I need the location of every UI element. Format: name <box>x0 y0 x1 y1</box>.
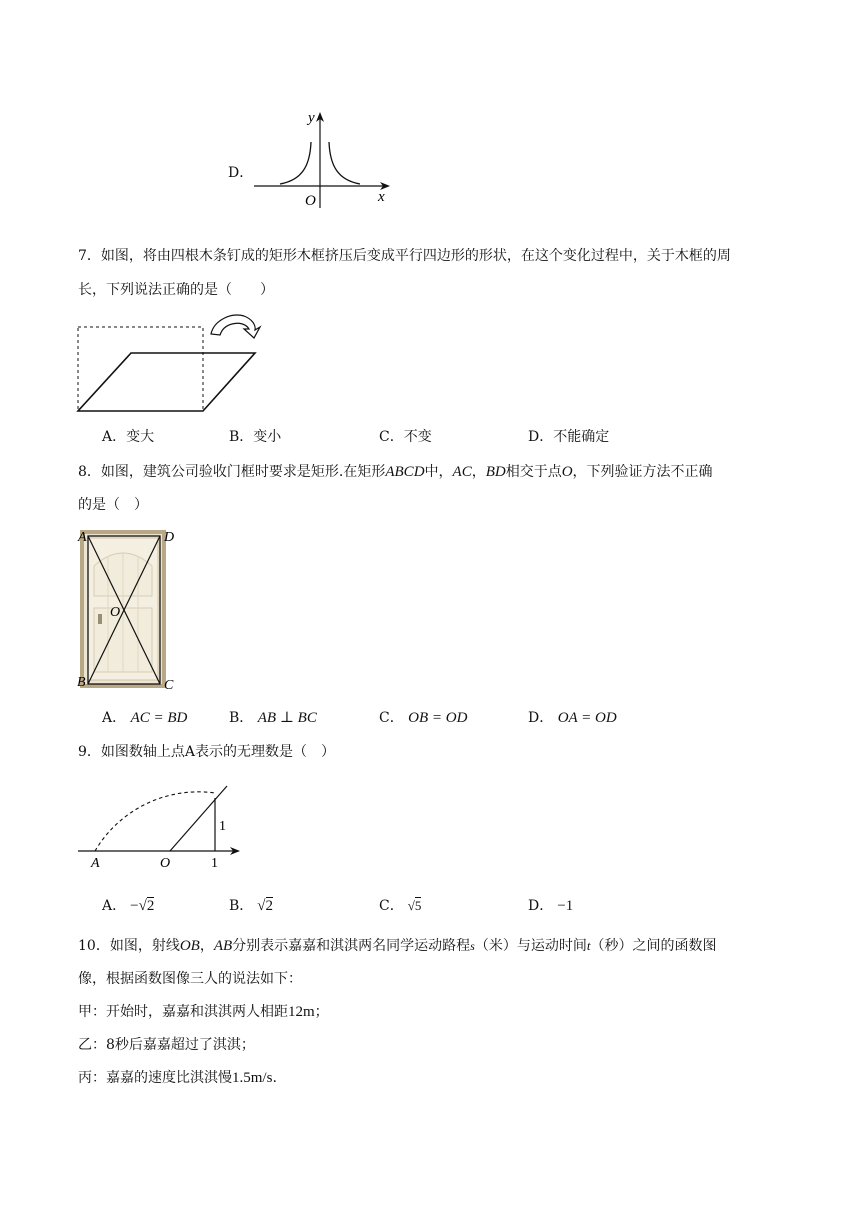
q7-stem-line1: 7．如图，将由四根木条钉成的矩形木框挤压后变成平行四边形的形状，在这个变化过程中，关于木框的周 <box>78 248 731 264</box>
q6-option-d-graph <box>250 104 400 210</box>
q8-stem-text-4: 相交于点 <box>505 464 562 480</box>
q8-option-d-math: OA = OD <box>557 710 617 726</box>
q8-figure-label-a: A <box>78 530 87 545</box>
q9-option-a-label: A． <box>102 898 127 914</box>
q10-jia-end: ； <box>314 1004 329 1020</box>
q10-stem-line2: 像，根据函数图像三人的说法如下： <box>78 971 302 987</box>
radical-icon: √ <box>407 898 415 913</box>
q10-stem-text-4: （米）与运动时间 <box>474 938 587 954</box>
q9-option-a-sign: − <box>130 898 139 914</box>
q8-stem-ac: AC <box>452 464 472 480</box>
q9-figure-label-one-side: 1 <box>219 819 226 834</box>
q8-stem-o: O <box>561 464 573 480</box>
q8-figure-label-b: B <box>77 675 86 690</box>
q10-stem-text-3: 分别表示嘉嘉和淇淇两名同学运动路程 <box>232 938 471 954</box>
q7-option-b: B．变小 <box>229 429 282 445</box>
q8-option-d <box>528 707 617 729</box>
q9-option-d-value: −1 <box>557 898 574 914</box>
rotate-arrow-icon <box>211 315 260 338</box>
q8-stem-text-5: ，下列验证方法不正确 <box>572 464 713 480</box>
q10-stem-text-2: ， <box>199 938 214 954</box>
q8-option-b-label: B． <box>229 710 254 726</box>
q8-option-a-label: A． <box>102 710 127 726</box>
q10-stem-s: s <box>470 939 475 953</box>
q9-number-line-figure <box>74 780 246 870</box>
q9-option-b-radicand: 2 <box>265 898 274 914</box>
q6-graph-y-label: y <box>308 110 315 126</box>
q10-jia-text: 甲：开始时，嘉嘉和淇淇两人相距 <box>78 1004 288 1020</box>
q8-option-a <box>102 707 187 729</box>
q7-frame-figure <box>74 308 264 416</box>
q8-stem-bd: BD <box>485 464 506 480</box>
radical-icon: √ <box>138 898 147 914</box>
q7-stem-line2: 长，下列说法正确的是（ ） <box>78 282 274 298</box>
q6-option-d-label: D． <box>228 165 254 181</box>
radical-icon: √ <box>257 898 266 914</box>
q8-figure-label-o: O <box>110 605 121 620</box>
q10-bing-text: 丙：嘉嘉的速度比淇淇慢 <box>78 1070 232 1086</box>
q10-statement-bing <box>78 1067 277 1089</box>
q8-stem-abcd: ABCD <box>385 464 425 480</box>
q10-bing-value: 1.5m/s <box>232 1070 273 1086</box>
q9-option-d <box>528 895 573 917</box>
q9-option-a-radicand: 2 <box>146 898 155 914</box>
q10-stem-line1 <box>78 935 716 957</box>
q10-stem-text-1: 10．如图，射线 <box>78 938 180 954</box>
q9-option-d-label: D． <box>528 898 554 914</box>
q10-stem-text-5: （秒）之间的函数图 <box>590 938 717 954</box>
q8-stem-line1 <box>78 461 713 483</box>
q8-option-c-math: OB = OD <box>408 710 468 726</box>
q9-option-c-radicand: 5 <box>414 898 422 913</box>
q10-jia-value: 12m <box>288 1004 315 1020</box>
q8-stem-line2: 的是（ ） <box>78 497 148 513</box>
q9-option-a <box>102 895 154 917</box>
q10-stem-ab: AB <box>213 938 233 954</box>
q8-figure-label-c: C <box>164 678 174 693</box>
q6-graph-x-label: x <box>378 189 385 205</box>
q9-option-c-label: C． <box>379 898 404 914</box>
q9-option-b <box>229 895 273 917</box>
q8-option-b-math: AB ⊥ BC <box>257 710 317 726</box>
q10-stem-t: t <box>586 938 591 953</box>
q9-option-b-label: B． <box>229 898 254 914</box>
q8-stem-text-2: 中， <box>424 464 453 480</box>
q8-option-b <box>229 707 317 729</box>
q8-stem-text-1: 8．如图，建筑公司验收门框时要求是矩形.在矩形 <box>78 464 386 480</box>
q9-option-c <box>379 895 421 917</box>
q7-option-c: C．不变 <box>379 429 432 445</box>
q7-option-d: D．不能确定 <box>528 429 610 445</box>
q8-figure-label-d: D <box>164 530 175 545</box>
q9-figure-label-one-axis: 1 <box>211 856 218 870</box>
q8-option-a-math: AC = BD <box>130 710 188 726</box>
q8-option-d-label: D． <box>528 710 554 726</box>
q7-option-a: A．变大 <box>102 429 155 445</box>
q6-graph-origin-label: O <box>305 193 316 209</box>
q8-option-c-label: C． <box>379 710 404 726</box>
q8-door-figure <box>74 526 184 694</box>
q9-figure-label-a: A <box>91 856 100 870</box>
q10-statement-jia <box>78 1001 329 1023</box>
q10-stem-ob: OB <box>179 938 200 954</box>
q8-stem-text-3: ， <box>471 464 486 480</box>
q10-statement-yi: 乙：8秒后嘉嘉超过了淇淇； <box>78 1037 255 1053</box>
q9-figure-label-o: O <box>160 856 171 870</box>
q9-stem-line1: 9．如图数轴上点A表示的无理数是（ ） <box>78 744 336 760</box>
q10-bing-end: . <box>272 1070 277 1086</box>
q8-option-c <box>379 707 467 729</box>
